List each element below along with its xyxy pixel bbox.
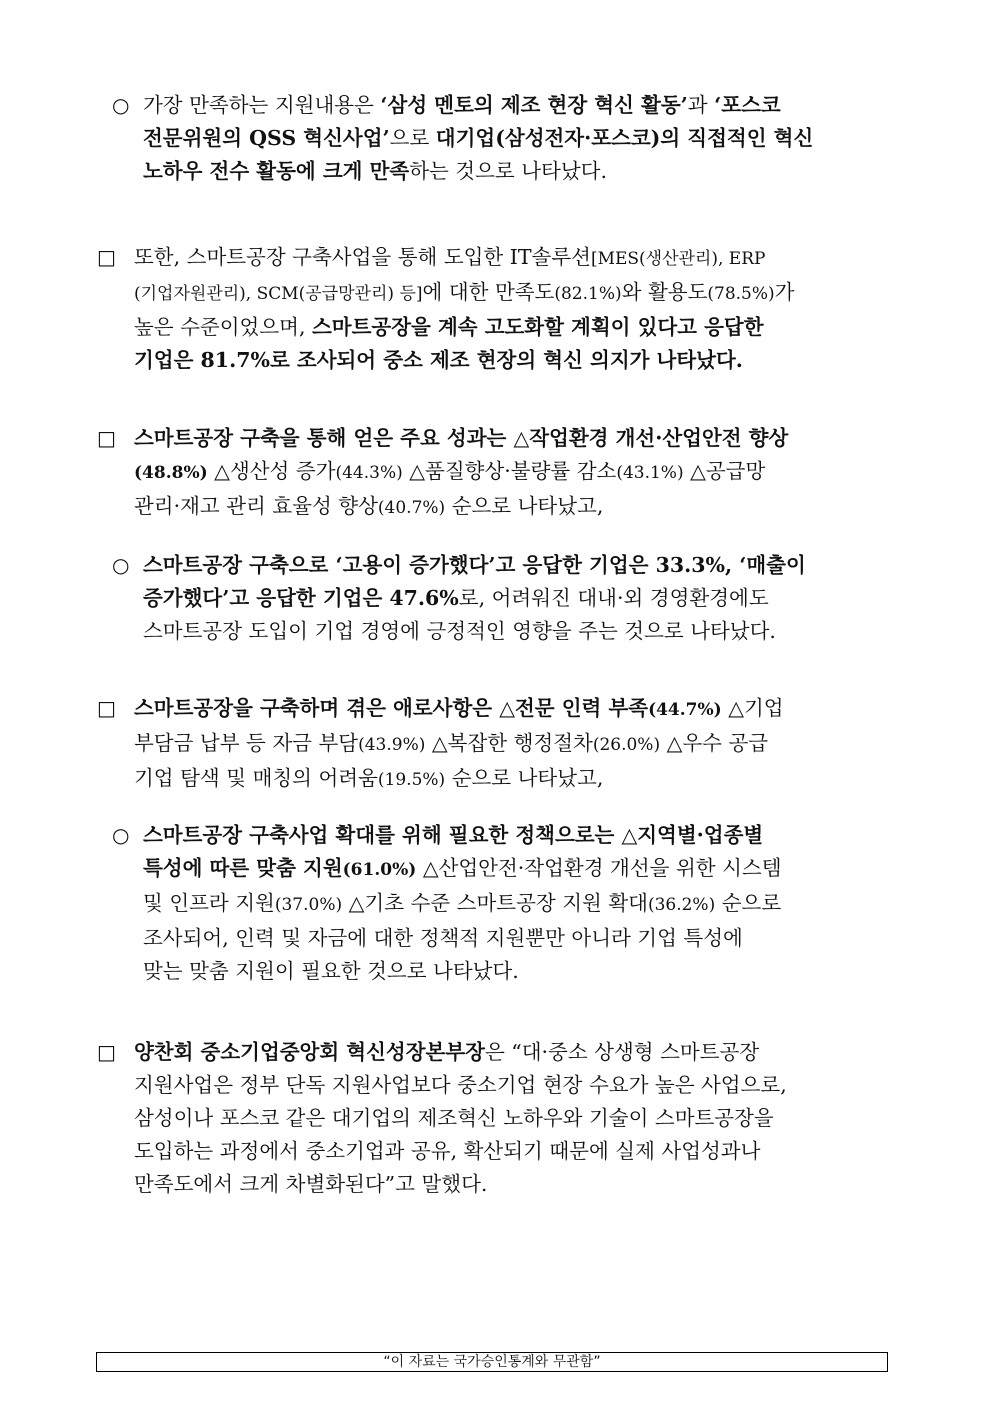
paragraph-difficulties bbox=[134, 692, 897, 797]
text-run: 맞는 맞춤 지원이 필요한 것으로 나타났다. bbox=[143, 959, 519, 983]
text-run: 높은 수준이었으며, bbox=[134, 315, 312, 339]
paragraph-line bbox=[134, 455, 897, 490]
paragraph-line bbox=[134, 422, 897, 455]
paragraph-main-results bbox=[134, 422, 897, 525]
circle-bullet-2: ○ bbox=[112, 553, 130, 577]
text-run: 로, 어려워진 대내·외 경영환경에도 bbox=[458, 586, 769, 610]
paragraph-line bbox=[143, 582, 897, 615]
text-run: △기초 수준 스마트공장 지원 확대 bbox=[342, 891, 648, 915]
text-run: 으로 bbox=[389, 126, 436, 150]
square-bullet-4: □ bbox=[97, 1040, 116, 1064]
text-run: (82.1%) bbox=[554, 284, 622, 304]
bold-text-run: 스마트공장을 구축하며 겪은 애로사항은 △전문 인력 부족 bbox=[134, 696, 649, 720]
bold-text-run: 증가했다’고 응답한 기업은 47.6% bbox=[143, 586, 459, 610]
paragraph-quote bbox=[134, 1036, 897, 1201]
text-run: 조사되어, 인력 및 자금에 대한 정책적 지원뿐만 아니라 기업 특성에 bbox=[143, 926, 743, 950]
text-run: (43.1%) bbox=[616, 463, 684, 483]
text-run: 부담금 납부 등 자금 부담 bbox=[134, 731, 359, 755]
bold-text-run: (44.7%) bbox=[648, 700, 722, 720]
text-run: △생산성 증가 bbox=[207, 459, 336, 483]
text-run: 관리·재고 관리 효율성 향상 bbox=[134, 494, 378, 518]
text-run: 은 “대·중소 상생형 스마트공장 bbox=[484, 1040, 760, 1064]
text-run: (43.9%) bbox=[358, 735, 426, 755]
bold-text-run: ‘포스코 bbox=[714, 93, 781, 117]
text-run: (기업자원관리), SCM(공급망관리) 등] bbox=[134, 284, 423, 304]
text-run: 삼성이나 포스코 같은 대기업의 제조혁신 노하우와 기술이 스마트공장을 bbox=[134, 1106, 774, 1130]
text-run: 가 bbox=[774, 280, 795, 304]
text-run: [MES(생산관리), ERP bbox=[590, 249, 766, 269]
square-bullet-1: □ bbox=[97, 245, 116, 269]
bold-text-run: ‘삼성 멘토의 제조 현장 혁신 활동’ bbox=[380, 93, 688, 117]
text-run: (36.2%) bbox=[647, 895, 716, 915]
text-run: (44.3%) bbox=[335, 463, 403, 483]
paragraph-line bbox=[134, 762, 897, 797]
text-run: (37.0%) bbox=[274, 895, 343, 915]
paragraph-line bbox=[143, 922, 897, 955]
paragraph-satisfaction bbox=[143, 89, 897, 188]
text-run: 순으로 나타났고, bbox=[445, 494, 604, 518]
bold-text-run: 스마트공장 구축으로 ‘고용이 증가했다’고 응답한 기업은 33.3%, ‘매출이 bbox=[143, 553, 806, 577]
bold-text-run: 양찬회 중소기업중앙회 혁신성장본부장 bbox=[134, 1040, 485, 1064]
text-run: 순으로 나타났고, bbox=[445, 766, 604, 790]
text-run: △복잡한 행정절차 bbox=[425, 731, 593, 755]
paragraph-line bbox=[143, 89, 897, 122]
text-run: 또한, 스마트공장 구축사업을 통해 도입한 IT솔루션 bbox=[134, 245, 591, 269]
paragraph-employment-sales bbox=[143, 549, 897, 648]
text-run: (78.5%) bbox=[707, 284, 775, 304]
paragraph-line bbox=[143, 819, 897, 852]
text-run: 기업 탐색 및 매칭의 어려움 bbox=[134, 766, 378, 790]
text-run: 순으로 bbox=[715, 891, 782, 915]
paragraph-line bbox=[143, 155, 897, 188]
bold-text-run: 노하우 전수 활동에 크게 만족 bbox=[143, 159, 410, 183]
text-run: 가장 만족하는 지원내용은 bbox=[143, 93, 381, 117]
text-run: △기업 bbox=[721, 696, 784, 720]
text-run: 스마트공장 도입이 기업 경영에 긍정적인 영향을 주는 것으로 나타났다. bbox=[143, 619, 776, 643]
text-run: 만족도에서 크게 차별화된다”고 말했다. bbox=[134, 1172, 488, 1196]
bold-text-run: 특성에 따른 맞춤 지원 bbox=[143, 856, 343, 880]
bold-text-run: 기업은 81.7%로 조사되어 중소 제조 현장의 혁신 의지가 나타났다. bbox=[134, 348, 743, 372]
paragraph-line bbox=[134, 490, 897, 525]
bold-text-run: 대기업(삼성전자·포스코)의 직접적인 혁신 bbox=[435, 126, 814, 150]
paragraph-line bbox=[134, 311, 897, 344]
square-bullet-2: □ bbox=[97, 426, 116, 450]
paragraph-line bbox=[143, 852, 897, 887]
text-run: 지원사업은 정부 단독 지원사업보다 중소기업 현장 수요가 높은 사업으로, bbox=[134, 1073, 787, 1097]
bold-text-run: 전문위원의 QSS 혁신사업’ bbox=[143, 126, 390, 150]
bold-text-run: 스마트공장 구축사업 확대를 위해 필요한 정책으로는 △지역별·업종별 bbox=[143, 823, 764, 847]
text-run: △우수 공급 bbox=[660, 731, 769, 755]
paragraph-line bbox=[134, 692, 897, 727]
paragraph-line bbox=[134, 1135, 897, 1168]
circle-bullet-3: ○ bbox=[112, 823, 130, 847]
text-run: 에 대한 만족도 bbox=[422, 280, 555, 304]
footer-disclaimer: “이 자료는 국가승인통계와 무관함” bbox=[96, 1352, 888, 1372]
bold-text-run: 스마트공장을 계속 고도화할 계획이 있다고 응답한 bbox=[311, 315, 764, 339]
text-run: 도입하는 과정에서 중소기업과 공유, 확산되기 때문에 실제 사업성과나 bbox=[134, 1139, 761, 1163]
paragraph-line bbox=[134, 1168, 897, 1201]
circle-bullet-1: ○ bbox=[112, 93, 130, 117]
paragraph-line bbox=[143, 887, 897, 922]
text-run: △품질향상·불량률 감소 bbox=[402, 459, 617, 483]
text-run: 및 인프라 지원 bbox=[143, 891, 275, 915]
paragraph-line bbox=[143, 549, 897, 582]
paragraph-policy-needs bbox=[143, 819, 897, 988]
paragraph-line bbox=[134, 344, 897, 377]
paragraph-it-solution bbox=[134, 241, 897, 377]
text-run: 와 활용도 bbox=[621, 280, 708, 304]
square-bullet-3: □ bbox=[97, 696, 116, 720]
paragraph-line bbox=[143, 955, 897, 988]
paragraph-line bbox=[134, 1069, 897, 1102]
paragraph-line bbox=[134, 276, 897, 311]
paragraph-line bbox=[134, 1036, 897, 1069]
paragraph-line bbox=[134, 1102, 897, 1135]
bold-text-run: 스마트공장 구축을 통해 얻은 주요 성과는 △작업환경 개선·산업안전 향상 bbox=[134, 426, 789, 450]
text-run: (19.5%) bbox=[377, 770, 446, 790]
text-run: 하는 것으로 나타났다. bbox=[409, 159, 607, 183]
bold-text-run: (48.8%) bbox=[134, 463, 208, 483]
text-run: △산업안전·작업환경 개선을 위한 시스템 bbox=[416, 856, 782, 880]
paragraph-line bbox=[143, 122, 897, 155]
paragraph-line bbox=[134, 727, 897, 762]
paragraph-line bbox=[134, 241, 897, 276]
text-run: (40.7%) bbox=[377, 498, 446, 518]
paragraph-line bbox=[143, 615, 897, 648]
text-run: 과 bbox=[687, 93, 715, 117]
text-run: (26.0%) bbox=[592, 735, 661, 755]
bold-text-run: (61.0%) bbox=[342, 860, 417, 880]
text-run: △공급망 bbox=[683, 459, 766, 483]
